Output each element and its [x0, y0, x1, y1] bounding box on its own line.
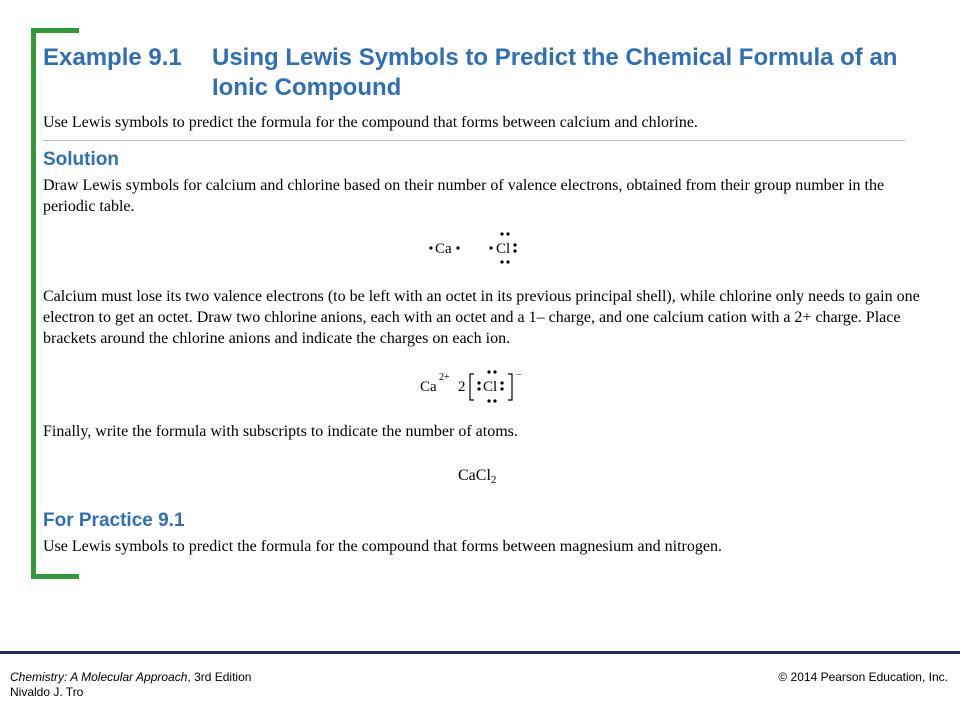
electron-dot [487, 399, 490, 402]
calcium-ion-symbol: Ca [420, 379, 437, 395]
electron-dot [513, 249, 516, 252]
solution-step-2: Calcium must lose its two valence electrons (to be left with an octet in its previous principal shell), while chlorine only needs to gain one electron to get an octet. Draw two chlorine anions, each with an octet and a 1– charge, and one calcium cation with a 2+ charge. Place brackets around the chlorine anions and indicate the charges on each ion. [43, 288, 920, 347]
accent-bracket-bottom [31, 574, 79, 579]
final-formula [458, 465, 496, 486]
calcium-symbol: Ca [435, 241, 452, 257]
electron-dot [489, 246, 492, 249]
footer-citation [10, 670, 251, 700]
practice-heading: For Practice 9.1 [43, 510, 185, 531]
book-title: Chemistry: A Molecular Approach [10, 670, 188, 684]
electron-dot [500, 387, 503, 390]
electron-dot [493, 370, 496, 373]
electron-dot [477, 387, 480, 390]
solution-step-1: Draw Lewis symbols for calcium and chlorine based on their number of valence electrons, obtained from their group number in the periodic table. [43, 177, 885, 215]
solution-heading: Solution [43, 149, 119, 170]
electron-dot [487, 370, 490, 373]
book-edition: , 3rd Edition [187, 670, 252, 684]
formula-subscript: 2 [490, 474, 497, 486]
chloride-symbol: Cl [483, 379, 498, 395]
example-title-text: Using Lewis Symbols to Predict the Chemical Formula of an Ionic Compound [212, 44, 898, 101]
accent-bracket-top [31, 28, 79, 33]
electron-dot [493, 399, 496, 402]
copyright: © 2014 Pearson Education, Inc. [778, 670, 948, 684]
example-number: Example 9.1 [43, 44, 182, 71]
divider [43, 140, 905, 141]
electron-dot [477, 381, 480, 384]
practice-text: Use Lewis symbols to predict the formula for the compound that forms between magnesium and nitrogen. [43, 538, 722, 555]
calcium-charge: 2+ [439, 372, 450, 383]
author: Nivaldo J. Tro [10, 685, 84, 699]
book-line [10, 670, 251, 685]
electron-dot [506, 232, 509, 235]
lewis-symbols-ca-cl [425, 228, 525, 270]
formula-base: CaCl [458, 467, 491, 484]
electron-dot [513, 243, 516, 246]
electron-dot [500, 232, 503, 235]
chloride-coefficient: 2 [458, 379, 466, 395]
electron-dot [456, 246, 459, 249]
electron-dot [506, 260, 509, 263]
footer-rule [0, 651, 960, 654]
solution-step-3: Finally, write the formula with subscripts to indicate the number of atoms. [43, 423, 518, 440]
right-bracket [508, 374, 512, 400]
left-bracket [470, 374, 474, 400]
lewis-structure-ions [418, 366, 538, 410]
electron-dot [500, 260, 503, 263]
accent-bracket-vertical [31, 28, 36, 579]
electron-dot [429, 246, 432, 249]
problem-statement: Use Lewis symbols to predict the formula for the compound that forms between calcium and chlorine. [43, 114, 698, 131]
electron-dot [500, 381, 503, 384]
chloride-charge: − [516, 370, 522, 381]
chlorine-symbol: Cl [496, 241, 511, 257]
